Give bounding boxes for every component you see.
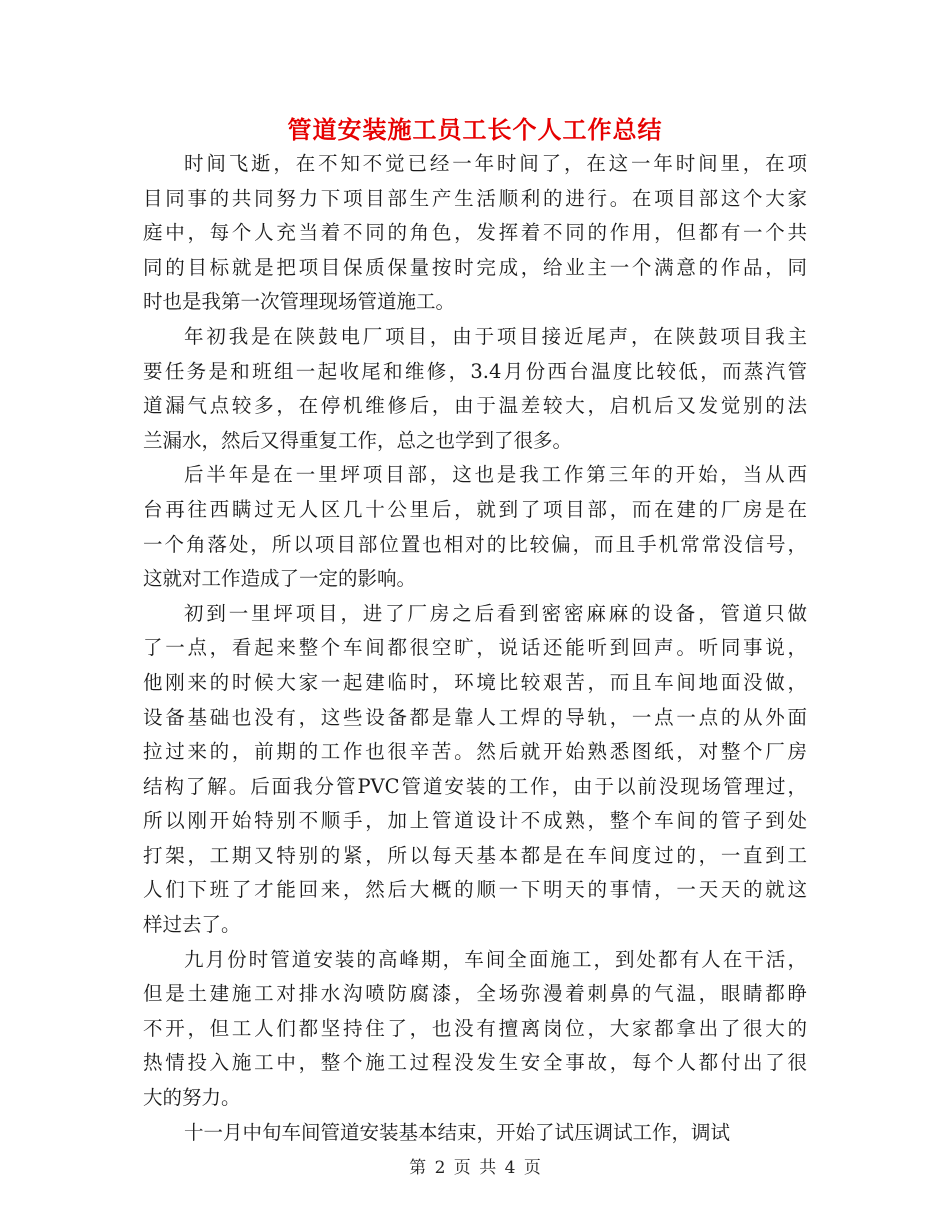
paragraph-line: 了一点，看起来整个车间都很空旷，说话还能听到回声。听同事说， [143,636,807,660]
paragraph-line: 人们下班了才能回来，然后大概的顺一下明天的事情，一天天的就这 [143,878,807,902]
paragraph-line: 设备基础也没有，这些设备都是靠人工焊的导轨，一点一点的从外面 [143,705,807,729]
document-title: 管道安装施工员工长个人工作总结 [287,115,663,144]
paragraph-line: 年初我是在陕鼓电厂项目，由于项目接近尾声，在陕鼓项目我主 [184,324,807,348]
paragraph-line: 十一月中旬车间管道安装基本结束，开始了试压调试工作，调试 [184,1120,731,1144]
paragraph-line: 热情投入施工中，整个施工过程没发生安全事故，每个人都付出了很 [143,1051,807,1075]
paragraph-line: 但是土建施工对排水沟喷防腐漆，全场弥漫着刺鼻的气温，眼睛都睁 [143,982,807,1006]
paragraph-line: 样过去了。 [143,913,241,937]
paragraph-line: 一个角落处，所以项目部位置也相对的比较偏，而且手机常常没信号， [143,532,807,556]
document-body [143,147,807,1150]
paragraph-line: 道漏气点较多，在停机维修后，由于温差较大，启机后又发觉别的法 [143,394,807,418]
paragraph-line: 兰漏水，然后又得重复工作，总之也学到了很多。 [143,428,573,452]
paragraph-line: 同的目标就是把项目保质保量按时完成，给业主一个满意的作品，同 [143,255,807,279]
paragraph-line: 九月份时管道安装的高峰期，车间全面施工，到处都有人在干活， [184,947,807,971]
paragraph-line: 大的努力。 [143,1086,241,1110]
paragraph-line: 所以刚开始特别不顺手，加上管道设计不成熟，整个车间的管子到处 [143,809,807,833]
paragraph-line: 要任务是和班组一起收尾和维修，3.4月份西台温度比较低，而蒸汽管 [143,359,807,383]
paragraph-line: 台再往西瞒过无人区几十公里后，就到了项目部，而在建的厂房是在 [143,497,807,521]
paragraph-line: 时也是我第一次管理现场管道施工。 [143,290,456,314]
paragraph-line: 不开，但工人们都坚持住了，也没有擅离岗位，大家都拿出了很大的 [143,1016,807,1040]
paragraph-line: 时间飞逝，在不知不觉已经一年时间了，在这一年时间里，在项 [184,152,807,175]
paragraph-line: 打架，工期又特别的紧，所以每天基本都是在车间度过的，一直到工 [143,843,807,867]
paragraph-line: 目同事的共同努力下项目部生产生活顺利的进行。在项目部这个大家 [143,186,807,210]
paragraph-line: 这就对工作造成了一定的影响。 [143,567,417,591]
paragraph-line: 后半年是在一里坪项目部，这也是我工作第三年的开始，当从西 [184,463,807,487]
paragraph-line: 初到一里坪项目，进了厂房之后看到密密麻麻的设备，管道只做 [184,601,807,625]
paragraph-line: 结构了解。后面我分管PVC管道安装的工作，由于以前没现场管理过， [143,774,807,798]
paragraph-line: 庭中，每个人充当着不同的角色，发挥着不同的作用，但都有一个共 [143,221,807,245]
paragraph-line: 他刚来的时候大家一起建临时，环境比较艰苦，而且车间地面没做， [143,670,807,694]
paragraph-line: 拉过来的，前期的工作也很辛苦。然后就开始熟悉图纸，对整个厂房 [143,740,807,764]
page-number-footer: 第 2 页 共 4 页 [409,1158,541,1178]
